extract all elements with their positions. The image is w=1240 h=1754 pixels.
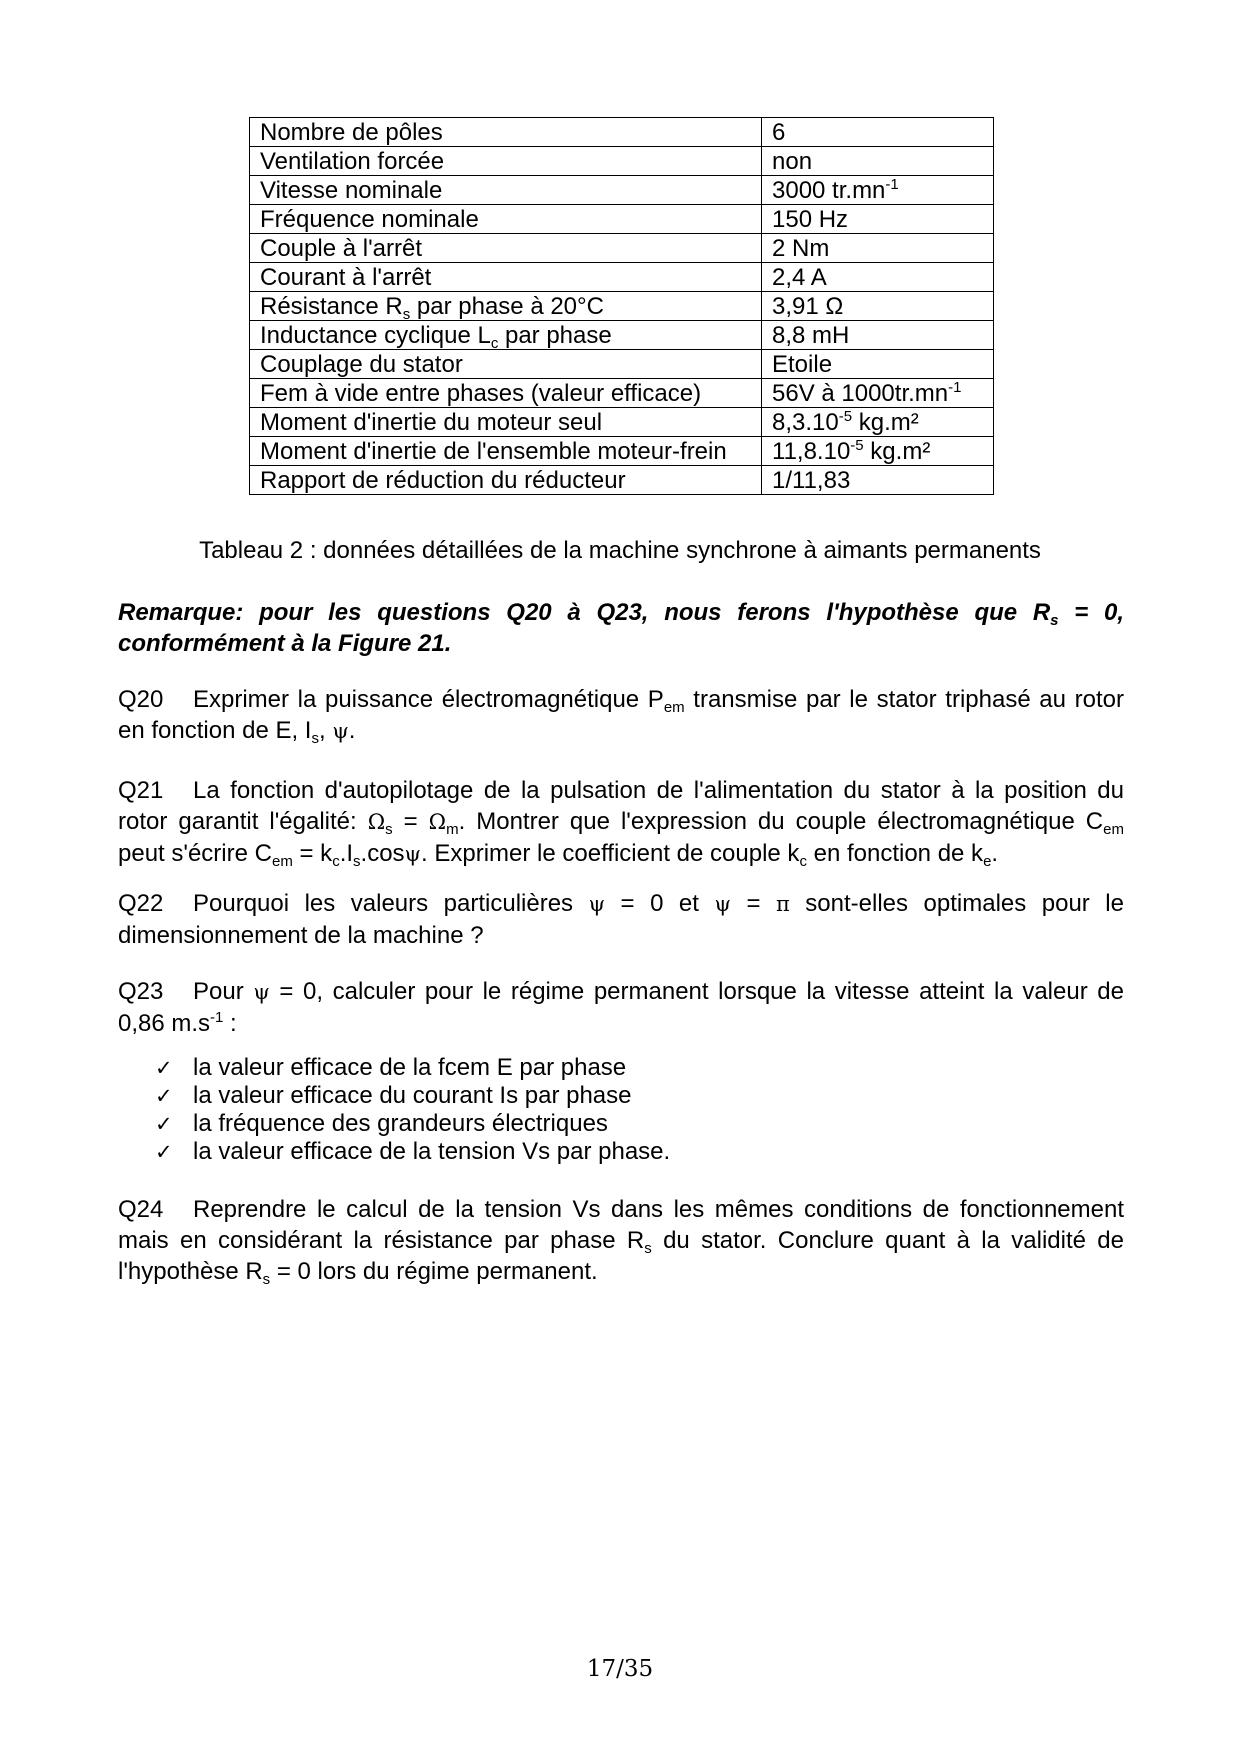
table-caption: Tableau 2 : données détaillées de la machine synchrone à aimants permanents (199, 537, 1041, 564)
machine-data-table (249, 117, 994, 495)
question-q23: Q23 Pour ψ = 0, calculer pour le régime permanent lorsque la vitesse atteint la valeur de 0,86 $m.s^{-1}$ : (118, 978, 1124, 1037)
table-row (250, 263, 994, 292)
table-value: Etoile (762, 350, 994, 379)
table-label: Couple à l'arrêt (250, 234, 762, 263)
question-number: Q23 (118, 978, 164, 1005)
table-label: Vitesse nominale (250, 176, 762, 205)
table-row (250, 118, 994, 147)
table-label: Inductance cyclique $L_c$ par phase (250, 321, 762, 350)
table-value: $11,8.10^{-5}$ kg.m² (762, 437, 994, 466)
table-row (250, 234, 994, 263)
question-number: Q21 (118, 777, 164, 804)
question-q21: Q21 La fonction d'autopilotage de la pulsation de l'alimentation du stator à la position du rotor garantit l'égalité: $\Omega_s = \Omega_m$. Montrer que l'expression du couple électromagnétique $C_{em}$ peut s'écrire $C_{em} = k_c.I_s.\cos\psi$. Exprimer le coefficient de couple $k_c$ en fonction de $k_e$. (118, 777, 1124, 870)
checkmark-icon: ✓ (155, 1112, 173, 1136)
table-value: 8,8 mH (762, 321, 994, 350)
checkmark-icon: ✓ (155, 1084, 173, 1108)
table-label: Nombre de pôles (250, 118, 762, 147)
table-label: Moment d'inertie de l'ensemble moteur-frein (250, 437, 762, 466)
q23-checklist (118, 1054, 1124, 1166)
table-label: Couplage du stator (250, 350, 762, 379)
table-value: 2 Nm (762, 234, 994, 263)
question-q22: Q22 Pourquoi les valeurs particulières ψ = 0 et ψ = π sont-elles optimales pour le dimensionnement de la machine ? (118, 890, 1124, 949)
table-value: 150 Hz (762, 205, 994, 234)
checkmark-icon: ✓ (155, 1140, 173, 1164)
table-row (250, 176, 994, 205)
table-row (250, 350, 994, 379)
list-item: ✓ la valeur efficace du courant Is par phase (155, 1082, 632, 1109)
table-row (250, 379, 994, 408)
table-value: 2,4 A (762, 263, 994, 292)
table-label: Fem à vide entre phases (valeur efficace) (250, 379, 762, 408)
table-value: 3,91 Ω (762, 292, 994, 321)
table-value: non (762, 147, 994, 176)
table-value: 6 (762, 118, 994, 147)
list-item: ✓ la fréquence des grandeurs électriques (155, 1110, 608, 1137)
question-q20: Q20 Exprimer la puissance électromagnétique $P_{em}$ transmise par le stator triphasé au rotor en fonction de E, $I_s$, ψ. (118, 686, 1124, 747)
table-value: 56V à $1000tr.mn^{-1}$ (762, 379, 994, 408)
table-row (250, 437, 994, 466)
list-item: ✓ la valeur efficace de la fcem E par phase (155, 1054, 627, 1081)
table-value: 1/11,83 (762, 466, 994, 495)
table-label: Rapport de réduction du réducteur (250, 466, 762, 495)
table-row (250, 408, 994, 437)
remark-note: Remarque: pour les questions Q20 à Q23, nous ferons l'hypothèse que $R_s = 0$, conformément à la Figure 21. (118, 599, 1124, 657)
table-label: Moment d'inertie du moteur seul (250, 408, 762, 437)
checkmark-icon: ✓ (155, 1056, 173, 1080)
list-item: ✓ la valeur efficace de la tension Vs par phase. (155, 1138, 671, 1165)
table-row (250, 147, 994, 176)
question-number: Q22 (118, 890, 164, 917)
table-value: $8,3.10^{-5}$ kg.m² (762, 408, 994, 437)
table-label: Courant à l'arrêt (250, 263, 762, 292)
page-number: 17/35 (586, 1656, 654, 1682)
question-number: Q20 (118, 686, 164, 713)
table-value: 3000 $tr.mn^{-1}$ (762, 176, 994, 205)
table-row (250, 292, 994, 321)
table-row (250, 321, 994, 350)
table-row (250, 466, 994, 495)
table-label: Fréquence nominale (250, 205, 762, 234)
table-row (250, 205, 994, 234)
table-label: Ventilation forcée (250, 147, 762, 176)
question-number: Q24 (118, 1196, 164, 1223)
question-q24: Q24 Reprendre le calcul de la tension Vs dans les mêmes conditions de fonctionnement mais en considérant la résistance par phase $R_s$ du stator. Conclure quant à la validité de l'hypothèse $R_s = 0$ lors du régime permanent. (118, 1196, 1124, 1288)
table-label: Résistance $R_s$ par phase à 20°C (250, 292, 762, 321)
